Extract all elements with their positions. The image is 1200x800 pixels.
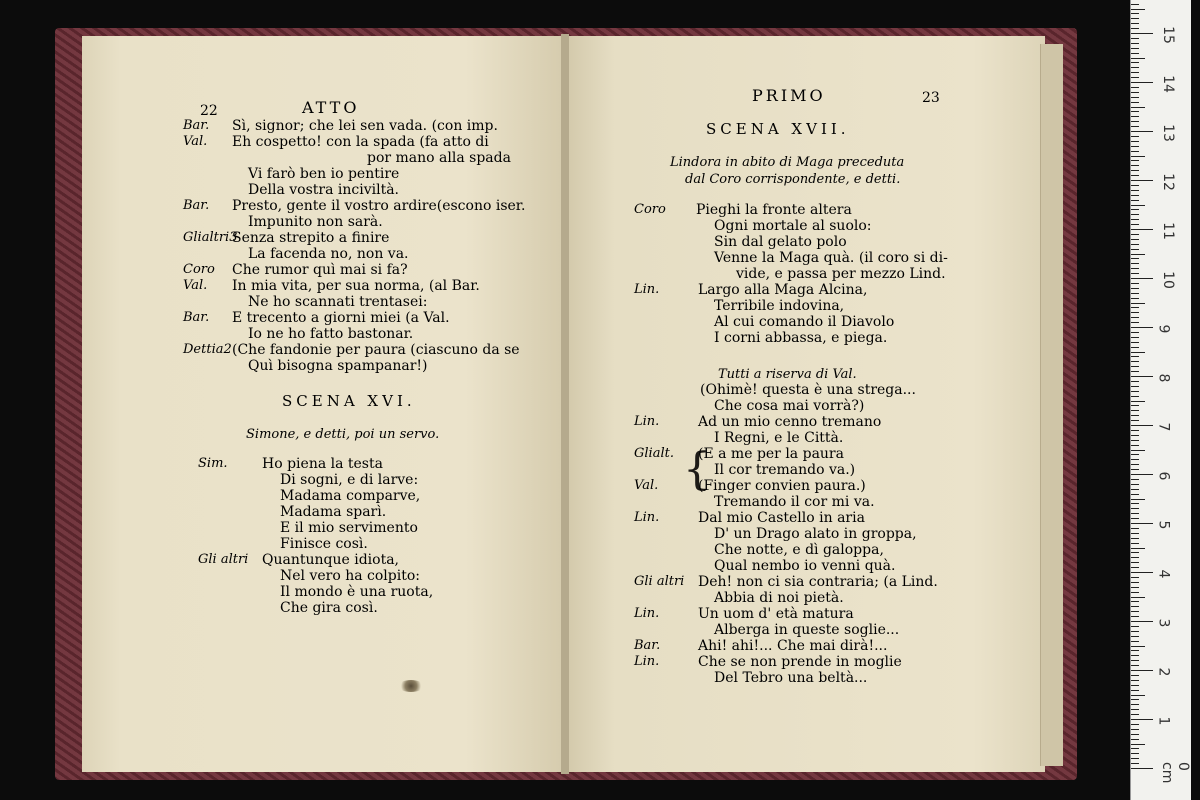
verse-line: Quì bisogna spampanar!) [248,358,428,374]
ruler-minor-tick [1131,758,1139,759]
ruler-minor-tick [1131,420,1139,421]
verse-line: Alberga in queste soglie... [714,622,900,638]
verse-line: Io ne ho fatto bastonar. [248,326,414,342]
ruler-minor-tick [1131,729,1139,730]
ruler-minor-tick [1131,675,1139,676]
page-number-left: 22 [200,103,218,119]
ruler-minor-tick [1131,332,1139,333]
verse-line: Del Tebro una beltà... [714,670,868,686]
ruler-minor-tick [1131,611,1139,612]
ruler-minor-tick [1131,160,1139,161]
ruler-minor-tick [1131,62,1139,63]
verse-line: Che cosa mai vorrà?) [714,398,865,414]
ruler-minor-tick [1131,401,1145,402]
ruler-minor-tick [1131,209,1139,210]
verse-line: Dal mio Castello in aria [698,510,865,526]
ruler-minor-tick [1131,459,1139,460]
ruler-minor-tick [1131,165,1139,166]
ruler-major-tick [1131,474,1153,475]
ruler-minor-tick [1131,548,1145,549]
verse-line: Che rumor quì mai si fa? [232,262,408,278]
verse-line: Sin dal gelato polo [714,234,847,250]
speaker-label: Sim. [198,456,228,471]
ruler-minor-tick [1131,650,1139,651]
ruler-minor-tick [1131,435,1139,436]
ruler-minor-tick [1131,146,1139,147]
ruler-minor-tick [1131,72,1139,73]
verse-line: Finisce così. [280,536,368,552]
speaker-label: Coro [634,202,666,217]
ruler-label: 3 [1155,618,1172,628]
ruler-minor-tick [1131,748,1139,749]
ruler-minor-tick [1131,518,1139,519]
ruler-major-tick [1131,229,1153,230]
ruler-minor-tick [1131,126,1139,127]
ruler-minor-tick [1131,685,1139,686]
stage-direction-xvi: Simone, e detti, poi un servo. [246,427,440,442]
ruler-minor-tick [1131,342,1139,343]
verse-line: Deh! non ci sia contraria; (a Lind. [698,574,938,590]
ruler-minor-tick [1131,43,1139,44]
ruler-minor-tick [1131,753,1139,754]
ruler-minor-tick [1131,312,1139,313]
brace-mark: { [683,444,711,495]
ruler-minor-tick [1131,92,1139,93]
ruler-minor-tick [1131,450,1145,451]
scene-title-xvi: SCENA XVI. [282,392,416,410]
verse-line: Il mondo è una ruota, [280,584,434,600]
speaker-label: Bar. [183,198,210,213]
ruler-minor-tick [1131,724,1139,725]
ruler-minor-tick [1131,631,1139,632]
ruler-minor-tick [1131,601,1139,602]
ruler-label: 12 [1159,173,1176,191]
ruler-minor-tick [1131,58,1145,59]
ruler-minor-tick [1131,484,1139,485]
verse-line: Presto, gente il vostro ardire(escono iser. [232,198,526,214]
ruler-minor-tick [1131,454,1139,455]
ruler-minor-tick [1131,337,1139,338]
ruler-label: 1 [1155,716,1172,726]
ruler-minor-tick [1131,116,1139,117]
verse-line: Ogni mortale al suolo: [714,218,872,234]
ruler-label: 13 [1159,124,1176,142]
verse-line: Che notte, e dì galoppa, [714,542,884,558]
verse-line: D' un Drago alato in groppa, [714,526,917,542]
ruler-minor-tick [1131,552,1139,553]
ruler-minor-tick [1131,513,1139,514]
speaker-label: Dettia2 [183,342,232,357]
ruler-minor-tick [1131,616,1139,617]
verse-line: Madama comparve, [280,488,421,504]
ruler-label: 8 [1155,373,1172,383]
ruler-minor-tick [1131,273,1139,274]
verse-line: Madama sparì. [280,504,387,520]
ruler-major-tick [1131,33,1153,34]
ruler-minor-tick [1131,636,1139,637]
ruler-minor-tick [1131,121,1139,122]
ruler-minor-tick [1131,224,1139,225]
ruler-minor-tick [1131,386,1139,387]
ruler-minor-tick [1131,307,1139,308]
ruler-minor-tick [1131,303,1145,304]
ruler-minor-tick [1131,48,1139,49]
verse-line: Il cor tremando va.) [714,462,856,478]
ruler-major-tick [1131,621,1153,622]
ruler-label: 0 cm [1159,762,1191,784]
ruler-minor-tick [1131,744,1145,745]
ruler-minor-tick [1131,317,1139,318]
ruler-minor-tick [1131,244,1139,245]
verse-line: Ne ho scannati trentasei: [248,294,428,310]
book-gutter [561,34,569,774]
ruler-minor-tick [1131,102,1139,103]
speaker-label: Bar. [634,638,661,653]
ruler-label: 6 [1155,471,1172,481]
ruler-major-tick [1131,327,1153,328]
ruler-major-tick [1131,719,1153,720]
ruler-minor-tick [1131,263,1139,264]
ruler-minor-tick [1131,366,1139,367]
ruler-major-tick [1131,180,1153,181]
ruler-minor-tick [1131,298,1139,299]
ruler-minor-tick [1131,410,1139,411]
ruler-minor-tick [1131,763,1139,764]
ruler-major-tick [1131,523,1153,524]
speaker-label: Lin. [634,606,660,621]
ruler-minor-tick [1131,170,1139,171]
verse-line: Largo alla Maga Alcina, [698,282,868,298]
ruler-label: 2 [1155,667,1172,677]
ruler-minor-tick [1131,430,1139,431]
running-head-left: ATTO [302,98,360,117]
ruler-major-tick [1131,572,1153,573]
ruler-minor-tick [1131,234,1139,235]
ruler-label: 10 [1159,271,1176,289]
ruler-minor-tick [1131,508,1139,509]
ruler-minor-tick [1131,381,1139,382]
ruler-minor-tick [1131,557,1139,558]
speaker-label: Lin. [634,654,660,669]
ruler-minor-tick [1131,739,1139,740]
ruler-minor-tick [1131,528,1139,529]
aside-direction: Tutti a riserva di Val. [718,367,857,382]
ruler-minor-tick [1131,582,1139,583]
ruler-minor-tick [1131,111,1139,112]
stage-direction-xvii-1: Lindora in abito di Maga preceduta [670,155,905,170]
verse-line: E trecento a giorni miei (a Val. [232,310,450,326]
verse-line: (Finger convien paura.) [698,478,866,494]
ruler-minor-tick [1131,352,1145,353]
ruler-minor-tick [1131,396,1139,397]
speaker-label: Bar. [183,310,210,325]
verse-line: E il mio servimento [280,520,418,536]
verse-line: La facenda no, non va. [248,246,409,262]
ruler-minor-tick [1131,195,1139,196]
page-number-right: 23 [922,90,940,106]
speaker-label: Lin. [634,510,660,525]
verse-line: Ad un mio cenno tremano [698,414,882,430]
ruler-minor-tick [1131,249,1139,250]
ruler-minor-tick [1131,577,1139,578]
ruler-minor-tick [1131,77,1139,78]
ruler-minor-tick [1131,258,1139,259]
ruler-minor-tick [1131,562,1139,563]
verse-line: Abbia di noi pietà. [714,590,844,606]
verse-line: Vi farò ben io pentire [248,166,400,182]
stage-direction-xvii-2: dal Coro corrispondente, e detti. [685,172,901,187]
speaker-label: Val. [183,134,208,149]
speaker-label: Glialtri3 [183,230,238,245]
ruler-minor-tick [1131,97,1139,98]
scene-title-xvii: SCENA XVII. [706,120,850,138]
verse-line: Un uom d' età matura [698,606,854,622]
ruler-minor-tick [1131,13,1139,14]
ruler-minor-tick [1131,415,1139,416]
ruler-minor-tick [1131,371,1139,372]
ruler-minor-tick [1131,704,1139,705]
verse-line: Ho piena la testa [262,456,383,472]
ruler-minor-tick [1131,445,1139,446]
ruler-major-tick [1131,425,1153,426]
ruler-major-tick [1131,278,1153,279]
ruler-minor-tick [1131,405,1139,406]
verse-line: por mano alla spada [367,150,511,166]
ruler-major-tick [1131,82,1153,83]
verse-line: Quantunque idiota, [262,552,399,568]
ruler-minor-tick [1131,680,1139,681]
ruler-minor-tick [1131,533,1139,534]
measurement-ruler [1130,0,1191,800]
ruler-minor-tick [1131,646,1145,647]
verse-line: Eh cospetto! con la spada (fa atto di [232,134,489,150]
verse-line: Pieghi la fronte altera [696,202,852,218]
ruler-minor-tick [1131,219,1139,220]
ruler-label: 7 [1155,422,1172,432]
ruler-minor-tick [1131,67,1139,68]
speaker-label: Val. [634,478,659,493]
verse-line: Della vostra inciviltà. [248,182,399,198]
page-edges [1040,44,1063,766]
ruler-minor-tick [1131,699,1139,700]
ruler-minor-tick [1131,592,1139,593]
ruler-minor-tick [1131,655,1139,656]
ruler-minor-tick [1131,499,1145,500]
verse-line: Impunito non sarà. [248,214,383,230]
verse-line: (Che fandonie per paura (ciascuno da se [232,342,520,358]
verse-line: Senza strepito a finire [232,230,390,246]
ruler-minor-tick [1131,464,1139,465]
ruler-minor-tick [1131,205,1145,206]
ruler-minor-tick [1131,543,1139,544]
ruler-minor-tick [1131,190,1139,191]
speaker-label: Gli altri [634,574,685,589]
ruler-minor-tick [1131,38,1139,39]
ruler-minor-tick [1131,567,1139,568]
ruler-minor-tick [1131,690,1139,691]
ruler-minor-tick [1131,53,1139,54]
ruler-minor-tick [1131,283,1139,284]
ruler-minor-tick [1131,734,1139,735]
speaker-label: Val. [183,278,208,293]
speaker-label: Lin. [634,282,660,297]
ruler-minor-tick [1131,469,1139,470]
verse-line: I corni abbassa, e piega. [714,330,888,346]
ruler-minor-tick [1131,660,1139,661]
speaker-label: Bar. [183,118,210,133]
ruler-minor-tick [1131,293,1139,294]
ruler-major-tick [1131,131,1153,132]
ruler-minor-tick [1131,709,1139,710]
ruler-minor-tick [1131,107,1145,108]
ruler-major-tick [1131,376,1153,377]
ruler-minor-tick [1131,606,1139,607]
verse-line: (Ohimè! questa è una strega... [700,382,916,398]
ruler-minor-tick [1131,239,1139,240]
verse-line: Al cui comando il Diavolo [714,314,895,330]
ruler-minor-tick [1131,18,1139,19]
verse-line: Ahi! ahi!... Che mai dirà!... [698,638,888,654]
verse-line: (E a me per la paura [698,446,844,462]
ruler-label: 15 [1159,26,1176,44]
ruler-minor-tick [1131,503,1139,504]
ruler-major-tick [1131,670,1153,671]
ornament [398,680,424,692]
verse-line: Che se non prende in moglie [698,654,902,670]
ruler-label: 11 [1159,222,1176,240]
verse-line: Sì, signor; che lei sen vada. (con imp. [232,118,498,134]
verse-line: I Regni, e le Città. [714,430,844,446]
verse-line: vide, e passa per mezzo Lind. [736,266,946,282]
ruler-minor-tick [1131,23,1139,24]
verse-line: Tremando il cor mi va. [714,494,875,510]
ruler-minor-tick [1131,587,1139,588]
verse-line: In mia vita, per sua norma, (al Bar. [232,278,480,294]
ruler-minor-tick [1131,151,1139,152]
verse-line: Che gira così. [280,600,378,616]
ruler-minor-tick [1131,494,1139,495]
ruler-minor-tick [1131,156,1145,157]
speaker-label: Glialt. [634,446,674,461]
ruler-minor-tick [1131,200,1139,201]
verse-line: Venne la Maga quà. (il coro si di- [714,250,948,266]
ruler-minor-tick [1131,288,1139,289]
ruler-minor-tick [1131,361,1139,362]
verse-line: Di sogni, e di larve: [280,472,419,488]
ruler-minor-tick [1131,254,1145,255]
ruler-minor-tick [1131,695,1145,696]
ruler-minor-tick [1131,391,1139,392]
speaker-label: Coro [183,262,215,277]
ruler-minor-tick [1131,479,1139,480]
ruler-minor-tick [1131,626,1139,627]
ruler-minor-tick [1131,665,1139,666]
ruler-minor-tick [1131,347,1139,348]
ruler-minor-tick [1131,175,1139,176]
ruler-minor-tick [1131,714,1139,715]
ruler-minor-tick [1131,214,1139,215]
running-head-right: PRIMO [752,86,826,105]
ruler-label: 9 [1155,324,1172,334]
ruler-minor-tick [1131,641,1139,642]
ruler-minor-tick [1131,185,1139,186]
speaker-label: Gli altri [198,552,249,567]
ruler-label: 5 [1155,520,1172,530]
ruler-label: 4 [1155,569,1172,579]
ruler-minor-tick [1131,440,1139,441]
ruler-minor-tick [1131,322,1139,323]
verse-line: Terribile indovina, [714,298,845,314]
ruler-minor-tick [1131,87,1139,88]
ruler-minor-tick [1131,141,1139,142]
ruler-minor-tick [1131,489,1139,490]
ruler-minor-tick [1131,538,1139,539]
ruler-minor-tick [1131,9,1145,10]
verse-line: Nel vero ha colpito: [280,568,420,584]
ruler-minor-tick [1131,28,1139,29]
ruler-minor-tick [1131,136,1139,137]
verse-line: Qual nembo io venni quà. [714,558,896,574]
ruler-minor-tick [1131,268,1139,269]
speaker-label: Lin. [634,414,660,429]
ruler-major-tick [1131,768,1153,769]
ruler-label: 14 [1159,75,1176,93]
ruler-minor-tick [1131,4,1139,5]
ruler-minor-tick [1131,597,1145,598]
ruler-minor-tick [1131,356,1139,357]
